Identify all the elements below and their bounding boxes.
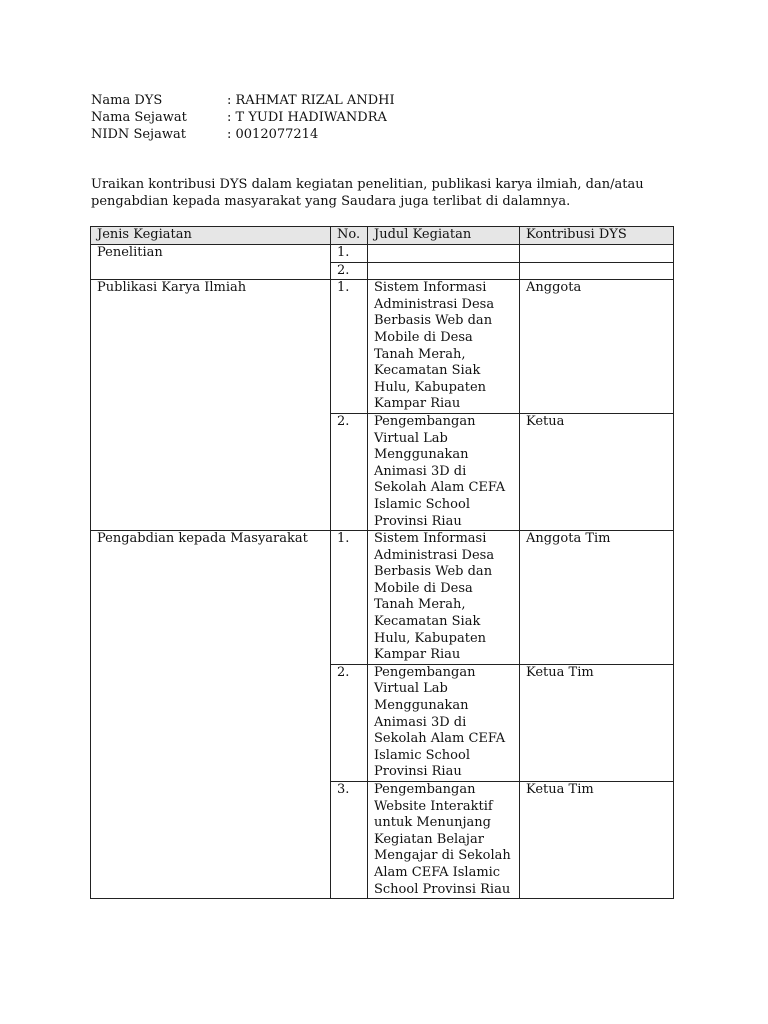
judul-cell <box>368 245 520 263</box>
no-cell: 2. <box>331 262 368 280</box>
table-row <box>91 280 674 414</box>
jenis-kegiatan-cell: Publikasi Karya Ilmiah <box>91 280 331 531</box>
header-jenis-kegiatan: Jenis Kegiatan <box>91 227 331 245</box>
intro-paragraph: Uraikan kontribusi DYS dalam kegiatan penelitian, publikasi karya ilmiah, dan/atau pengabdian kepada masyarakat yang Saudara juga terlibat di dalamnya. <box>91 177 644 209</box>
header-kontribusi-dys: Kontribusi DYS <box>520 227 674 245</box>
kontribusi-cell: Ketua <box>520 413 674 530</box>
kontribusi-cell: Anggota <box>520 280 674 414</box>
kontribusi-cell: Ketua Tim <box>520 782 674 899</box>
nidn-sejawat-label: NIDN Sejawat <box>91 127 186 142</box>
kontribusi-cell: Anggota Tim <box>520 531 674 665</box>
nama-sejawat-row <box>91 110 691 127</box>
no-cell: 3. <box>331 782 368 899</box>
header-judul-kegiatan: Judul Kegiatan <box>368 227 520 245</box>
no-cell: 1. <box>331 245 368 263</box>
contribution-table <box>90 226 674 899</box>
judul-cell: Pengembangan Virtual Lab Menggunakan Animasi 3D di Sekolah Alam CEFA Islamic School Provinsi Riau <box>368 413 520 530</box>
jenis-kegiatan-cell: Penelitian <box>91 245 331 280</box>
jenis-kegiatan-cell: Pengabdian kepada Masyarakat <box>91 531 331 899</box>
no-cell: 2. <box>331 413 368 530</box>
nidn-sejawat-value: : 0012077214 <box>227 127 319 142</box>
table-row <box>91 245 674 263</box>
table-header-row <box>91 227 674 245</box>
judul-cell: Pengembangan Website Interaktif untuk Menunjang Kegiatan Belajar Mengajar di Sekolah Alam CEFA Islamic School Provinsi Riau <box>368 782 520 899</box>
judul-cell: Sistem Informasi Administrasi Desa Berbasis Web dan Mobile di Desa Tanah Merah, Kecamatan Siak Hulu, Kabupaten Kampar Riau <box>368 280 520 414</box>
no-cell: 1. <box>331 280 368 414</box>
kontribusi-cell: Ketua Tim <box>520 664 674 781</box>
no-cell: 2. <box>331 664 368 781</box>
nama-dys-row <box>91 93 691 110</box>
judul-cell: Sistem Informasi Administrasi Desa Berbasis Web dan Mobile di Desa Tanah Merah, Kecamatan Siak Hulu, Kabupaten Kampar Riau <box>368 531 520 665</box>
judul-cell: Pengembangan Virtual Lab Menggunakan Animasi 3D di Sekolah Alam CEFA Islamic School Provinsi Riau <box>368 664 520 781</box>
table-row <box>91 531 674 665</box>
nama-sejawat-value: : T YUDI HADIWANDRA <box>227 110 387 125</box>
nama-sejawat-label: Nama Sejawat <box>91 110 187 125</box>
no-cell: 1. <box>331 531 368 665</box>
header-no: No. <box>331 227 368 245</box>
nama-dys-value: : RAHMAT RIZAL ANDHI <box>227 93 395 108</box>
judul-cell <box>368 262 520 280</box>
kontribusi-cell <box>520 262 674 280</box>
nidn-sejawat-row <box>91 127 691 144</box>
identity-block <box>91 93 691 144</box>
kontribusi-cell <box>520 245 674 263</box>
nama-dys-label: Nama DYS <box>91 93 163 108</box>
